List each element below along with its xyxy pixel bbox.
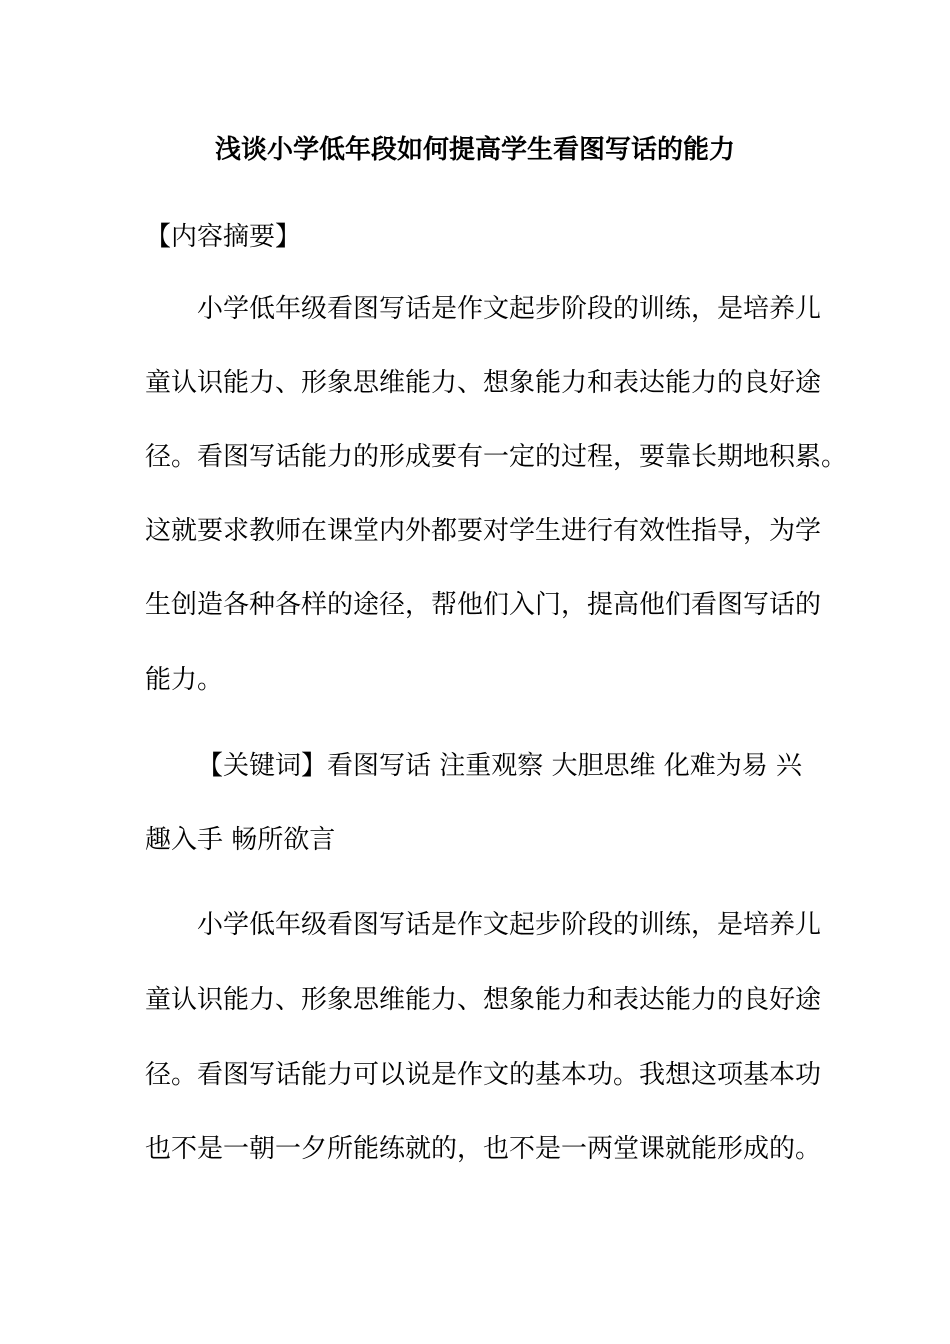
abstract-line: 童认识能力、形象思维能力、想象能力和表达能力的良好途 [145, 368, 822, 398]
abstract-line: 小学低年级看图写话是作文起步阶段的训练，是培养儿 [197, 294, 822, 324]
abstract-line: 这就要求教师在课堂内外都要对学生进行有效性指导，为学 [145, 516, 822, 546]
body-line: 小学低年级看图写话是作文起步阶段的训练，是培养儿 [197, 910, 822, 940]
document-title: 浅谈小学低年段如何提高学生看图写话的能力 [214, 135, 735, 165]
keywords-line: 趣入手 畅所欲言 [145, 825, 336, 855]
body-line: 童认识能力、形象思维能力、想象能力和表达能力的良好途 [145, 985, 822, 1015]
abstract-line: 生创造各种各样的途径，帮他们入门，提高他们看图写话的 [145, 590, 822, 620]
body-line: 径。看图写话能力可以说是作文的基本功。我想这项基本功 [145, 1060, 822, 1090]
abstract-heading: 【内容摘要】 [145, 222, 302, 252]
abstract-line: 径。看图写话能力的形成要有一定的过程，要靠长期地积累。 [145, 442, 848, 472]
abstract-line: 能力。 [145, 665, 224, 695]
keywords-line: 【关键词】看图写话 注重观察 大胆思维 化难为易 兴 [197, 751, 803, 781]
body-line: 也不是一朝一夕所能练就的，也不是一两堂课就能形成的。 [145, 1134, 822, 1164]
